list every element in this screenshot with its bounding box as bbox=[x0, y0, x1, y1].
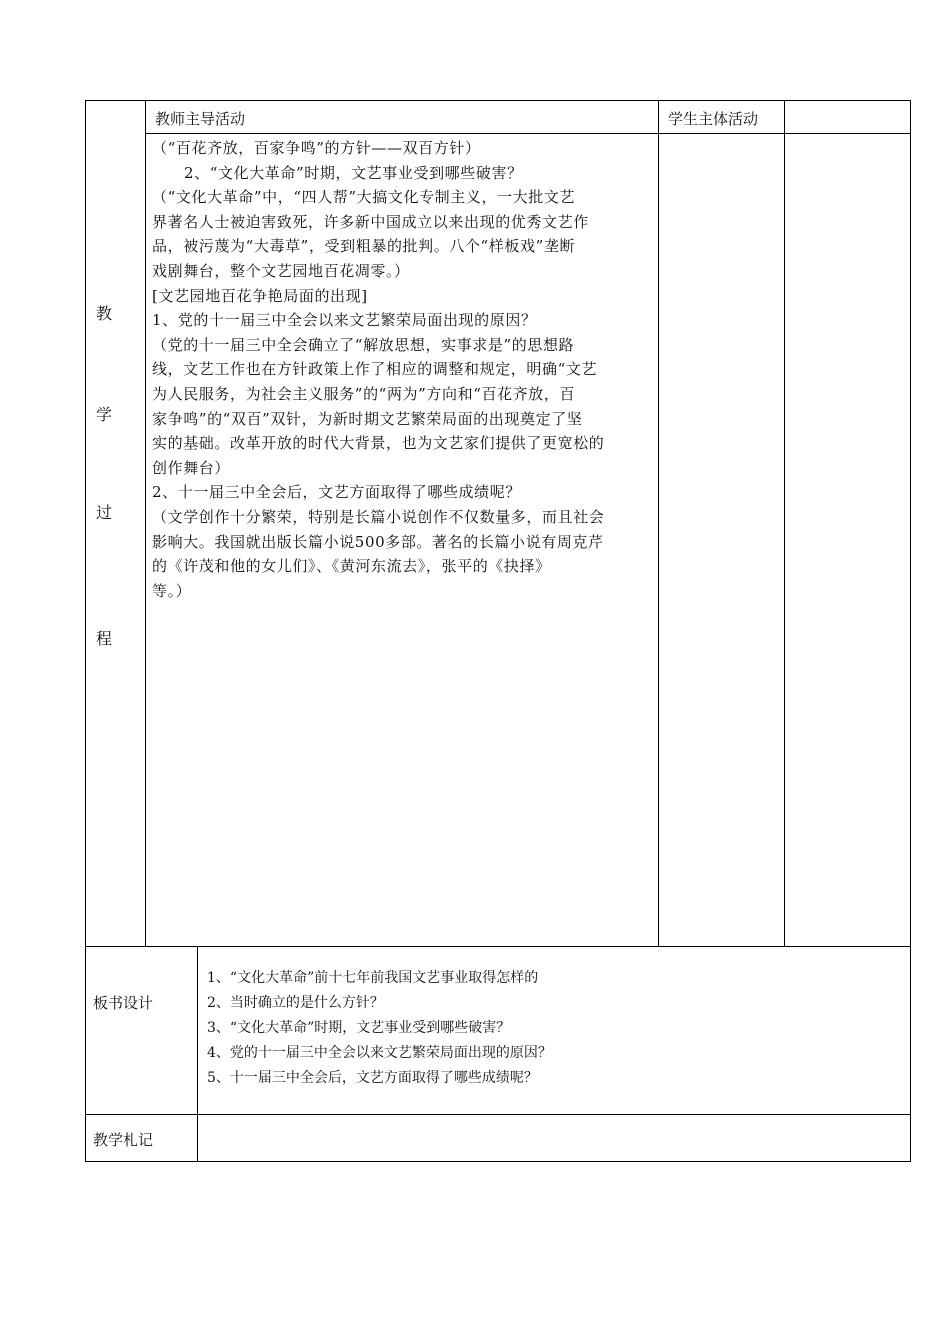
header-student-activity: 学生主体活动 bbox=[668, 110, 759, 128]
text-line: 2、十一届三中全会后，文艺方面取得了哪些成绩呢？ bbox=[152, 483, 521, 502]
text-line: 影响大。我国就出版长篇小说500多部。著名的长篇小说有周克芹 bbox=[152, 532, 604, 551]
text-line: 家争鸣”的“双百”双针，为新时期文艺繁荣局面的出现奠定了坚 bbox=[152, 409, 583, 428]
side-label-char: 教 bbox=[95, 304, 112, 323]
teaching-notes-label: 教学札记 bbox=[93, 1131, 154, 1149]
text-line: （“百花齐放，百家争鸣”的方针——双百方针） bbox=[152, 139, 481, 157]
board-design-label: 板书设计 bbox=[93, 994, 154, 1012]
grid-line bbox=[85, 1114, 911, 1115]
board-line: 4、党的十一届三中全会以来文艺繁荣局面出现的原因？ bbox=[207, 1045, 552, 1061]
board-line: 5、十一届三中全会后，文艺方面取得了哪些成绩呢？ bbox=[207, 1070, 538, 1086]
grid-line bbox=[658, 100, 659, 947]
text-line: [文艺园地百花争艳局面的出现] bbox=[152, 286, 368, 305]
board-line: 3、“文化大革命”时期，文艺事业受到哪些破害？ bbox=[207, 1020, 511, 1036]
grid-line bbox=[145, 133, 911, 134]
header-teacher-activity: 教师主导活动 bbox=[155, 110, 246, 128]
grid-line bbox=[784, 100, 785, 947]
text-line: 实的基础。改革开放的时代大背景，也为文艺家们提供了更宽松的 bbox=[152, 434, 605, 453]
side-label-char: 过 bbox=[95, 503, 112, 522]
text-line: 1、党的十一届三中全会以来文艺繁荣局面出现的原因？ bbox=[152, 311, 537, 330]
side-label-char: 程 bbox=[95, 629, 112, 648]
grid-line bbox=[85, 946, 911, 947]
grid-line bbox=[197, 946, 198, 1162]
board-design-content bbox=[207, 966, 552, 1091]
text-line: 界著名人士被迫害致死，许多新中国成立以来出现的优秀文艺作 bbox=[152, 212, 589, 231]
text-line: （文学创作十分繁荣，特别是长篇小说创作不仅数量多，而且社会 bbox=[152, 507, 605, 526]
grid-line bbox=[145, 100, 146, 947]
text-line: （党的十一届三中全会确立了“解放思想，实事求是”的思想路 bbox=[152, 335, 575, 354]
text-line: 戏剧舞台，整个文艺园地百花凋零。） bbox=[152, 261, 410, 280]
text-line: （“文化大革命”中，“四人帮”大搞文化专制主义，一大批文艺 bbox=[152, 188, 576, 207]
board-line: 2、当时确立的是什么方针？ bbox=[207, 995, 384, 1011]
text-line: 的《许茂和他的女儿们》、《黄河东流去》，张平的《抉择》 bbox=[152, 557, 551, 576]
text-line: 为人民服务，为社会主义服务”的“两为”方向和“百花齐放，百 bbox=[152, 384, 576, 403]
text-line: 创作舞台） bbox=[152, 458, 231, 477]
text-line: 2、“文化大革命”时期，文艺事业受到哪些破害？ bbox=[184, 163, 523, 182]
text-line: 等。） bbox=[152, 581, 192, 600]
text-line: 线，文艺工作也在方针政策上作了相应的调整和规定，明确“文艺 bbox=[152, 360, 598, 379]
side-label-char: 学 bbox=[95, 405, 112, 424]
teacher-activity-text bbox=[152, 136, 652, 603]
text-line: 品，被污蔑为“大毒草”，受到粗暴的批判。八个“样板戏”垄断 bbox=[152, 237, 576, 256]
board-line: 1、“文化大革命”前十七年前我国文艺事业取得怎样的 bbox=[207, 970, 539, 986]
